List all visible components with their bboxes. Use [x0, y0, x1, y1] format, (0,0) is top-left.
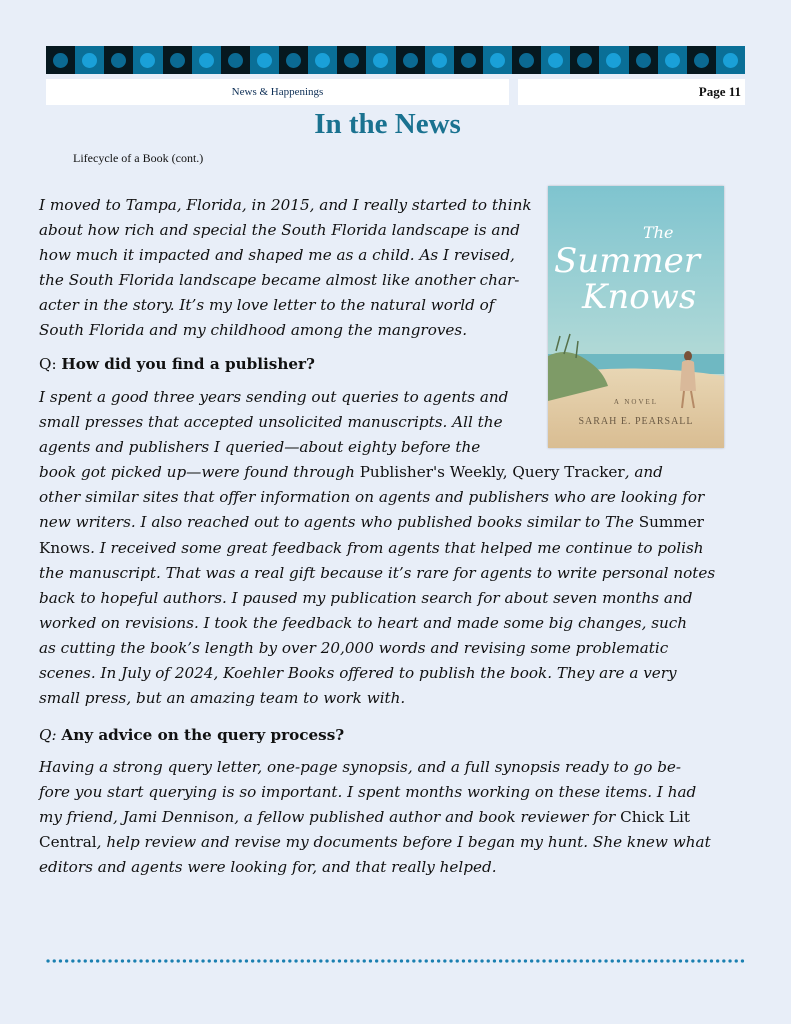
band-dot-cell	[541, 46, 570, 74]
answer-2-paragraph	[39, 755, 711, 880]
band-dot	[694, 53, 709, 68]
band-dot	[548, 53, 563, 68]
text-line: agents and publishers I queried—about eighty before the	[39, 438, 481, 457]
band-dot-cell	[308, 46, 337, 74]
page-title: In the News	[314, 108, 461, 140]
band-dot-cell	[396, 46, 425, 74]
text-line: I spent a good three years sending out queries to agents and	[39, 388, 509, 406]
text-line: book got picked up—were found through Publisher's Weekly, Query Tracker, and	[39, 463, 663, 482]
text-line: South Florida and my childhood among the mangroves.	[39, 321, 468, 340]
decorative-dot-band	[46, 46, 745, 74]
band-dot	[315, 53, 330, 68]
band-dot	[577, 53, 592, 68]
text-line: back to hopeful authors. I paused my publication search for about seven months and	[39, 588, 693, 607]
cover-title-knows: Knows	[582, 277, 697, 317]
text-line: the South Florida landscape became almost like another char-	[39, 271, 520, 290]
section-label: News & Happenings	[46, 79, 509, 105]
band-dot	[286, 53, 301, 68]
text-line: small press, but an amazing team to work with.	[39, 689, 406, 708]
publication-names: Publisher's Weekly, Query Tracker	[359, 463, 625, 482]
site-name: Chick Lit	[620, 808, 690, 827]
question-text: Any advice on the query process?	[61, 726, 345, 744]
band-dot	[490, 53, 505, 68]
cover-title-summer: Summer	[554, 241, 701, 281]
band-dot-cell	[512, 46, 541, 74]
band-dot	[140, 53, 155, 68]
band-dot-cell	[716, 46, 745, 74]
text-line: other similar sites that offer information on agents and publishers who are looking for	[39, 488, 705, 507]
band-dot-cell	[629, 46, 658, 74]
band-dot	[432, 53, 447, 68]
band-dot	[461, 53, 476, 68]
band-dot-cell	[221, 46, 250, 74]
text-line: new writers. I also reached out to agents who published books similar to The Summer	[39, 513, 704, 532]
band-dot-cell	[104, 46, 133, 74]
text-line: small presses that accepted unsolicited manuscripts. All the	[39, 413, 503, 432]
band-dot	[344, 53, 359, 68]
text-line: Having a strong query letter, one-page synopsis, and a full synopsis ready to go be-	[39, 758, 682, 776]
band-dot	[228, 53, 243, 68]
question-2	[39, 723, 344, 748]
band-dot-cell	[163, 46, 192, 74]
band-dot	[519, 53, 534, 68]
answer-1-paragraph	[39, 385, 715, 711]
band-dot-cell	[250, 46, 279, 74]
band-dot	[636, 53, 651, 68]
band-dot-cell	[279, 46, 308, 74]
intro-paragraph	[39, 193, 532, 344]
text-line: Knows. I received some great feedback from agents that helped me continue to polish	[39, 538, 704, 557]
text-line: the manuscript. That was a real gift because it’s rare for agents to write personal notes	[39, 563, 716, 582]
question-1	[39, 352, 315, 377]
band-dot-cell	[454, 46, 483, 74]
text-line: scenes. In July of 2024, Koehler Books offered to publish the book. They are a very	[39, 664, 677, 683]
band-dot	[111, 53, 126, 68]
band-dot	[170, 53, 185, 68]
band-dot-cell	[75, 46, 104, 74]
text-line: fore you start querying is so important. I spent months working on these items. I had	[39, 783, 697, 802]
question-label: Q:	[39, 726, 57, 744]
book-title: Knows	[39, 538, 91, 557]
band-dot-cell	[133, 46, 162, 74]
band-dot-cell	[658, 46, 687, 74]
band-dot-cell	[483, 46, 512, 74]
band-dot-cell	[366, 46, 395, 74]
cover-title-the: The	[643, 223, 674, 242]
cover-author: SARAH E. PEARSALL	[578, 416, 694, 427]
cover-tagline: A NOVEL	[613, 398, 659, 406]
band-dot-cell	[337, 46, 366, 74]
band-dot	[257, 53, 272, 68]
band-dot	[665, 53, 680, 68]
band-dot	[53, 53, 68, 68]
dotted-divider	[46, 958, 748, 964]
band-dot	[82, 53, 97, 68]
band-dot	[199, 53, 214, 68]
text-line: how much it impacted and shaped me as a child. As I revised,	[39, 246, 515, 265]
text-line: as cutting the book’s length by over 20,000 words and revising some problematic	[39, 638, 669, 657]
band-dot	[606, 53, 621, 68]
page-number: Page 11	[518, 79, 745, 105]
question-label: Q:	[39, 355, 57, 373]
site-name: Central	[39, 833, 97, 852]
article-subtitle: Lifecycle of a Book (cont.)	[73, 151, 204, 165]
band-dot-cell	[570, 46, 599, 74]
text-line: I moved to Tampa, Florida, in 2015, and I really started to think	[39, 196, 532, 214]
band-dot-cell	[46, 46, 75, 74]
text-line: acter in the story. It’s my love letter to the natural world of	[39, 296, 495, 315]
band-dot	[723, 53, 738, 68]
band-dot-cell	[192, 46, 221, 74]
band-dot-cell	[425, 46, 454, 74]
band-dot-cell	[599, 46, 628, 74]
question-text: How did you find a publisher?	[61, 355, 315, 373]
book-title: Summer	[638, 513, 704, 532]
band-dot	[373, 53, 388, 68]
text-line: editors and agents were looking for, and that really helped.	[39, 858, 497, 877]
band-dot-cell	[687, 46, 716, 74]
text-line: my friend, Jami Dennison, a fellow published author and book reviewer for Chick Lit	[39, 808, 690, 827]
text-line: Central, help review and revise my documents before I began my hunt. She knew what	[39, 833, 711, 852]
text-line: worked on revisions. I took the feedback to heart and made some big changes, such	[39, 613, 688, 632]
band-dot	[403, 53, 418, 68]
text-line: about how rich and special the South Florida landscape is and	[39, 221, 520, 240]
